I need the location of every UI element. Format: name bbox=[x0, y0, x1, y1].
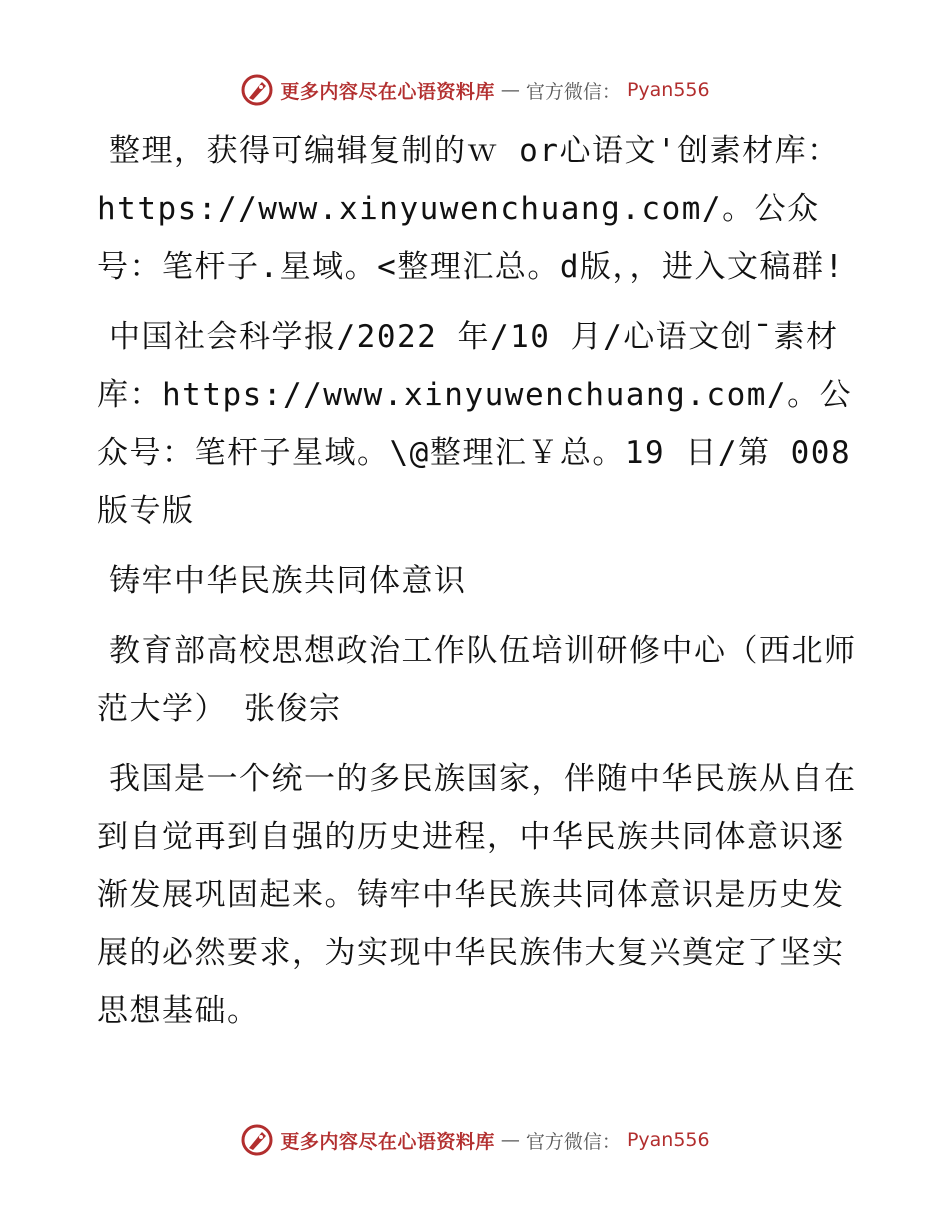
footer-banner bbox=[0, 1120, 950, 1160]
header-dash: — bbox=[500, 79, 520, 101]
footer-wechat-label: 官方微信： bbox=[525, 1130, 621, 1153]
paragraph-source: 中国社会科学报/2022 年/10 月/心语文创¯素材库：https://www.xinyuwenchuang.com/。公众号：笔杆子星域。\@整理汇￥总。19 日/第 008 版专版 bbox=[97, 319, 853, 529]
paragraph-intro: 整理，获得可编辑复制的ｗ or心语文'创素材库：https://www.xinyuwenchuang.com/。公众号：笔杆子.星域。<整理汇总。d版，，进入文稿群! bbox=[97, 133, 845, 285]
paragraph-body: 我国是一个统一的多民族国家，伴随中华民族从自在到自觉再到自强的历史进程，中华民族共同体意识逐渐发展巩固起来。铸牢中华民族共同体意识是历史发展的必然要求，为实现中华民族伟大复兴奠定了坚实思想基础。 bbox=[97, 761, 857, 1029]
pen-nib-logo-icon bbox=[240, 73, 274, 107]
article-author: 教育部高校思想政治工作队伍培训研修中心（西北师范大学） 张俊宗 bbox=[97, 633, 857, 727]
document-body bbox=[97, 122, 857, 1052]
footer-wechat-id: Pyan556 bbox=[626, 1129, 710, 1151]
pen-nib-logo-icon bbox=[240, 1123, 274, 1157]
footer-dash: — bbox=[500, 1129, 520, 1151]
footer-site-text: 更多内容尽在心语资料库 bbox=[280, 1130, 495, 1153]
header-wechat-label: 官方微信： bbox=[525, 80, 621, 103]
header-banner bbox=[0, 70, 950, 110]
header-wechat-id: Pyan556 bbox=[626, 79, 710, 101]
header-site-text: 更多内容尽在心语资料库 bbox=[280, 80, 495, 103]
article-title: 铸牢中华民族共同体意识 bbox=[109, 563, 467, 599]
